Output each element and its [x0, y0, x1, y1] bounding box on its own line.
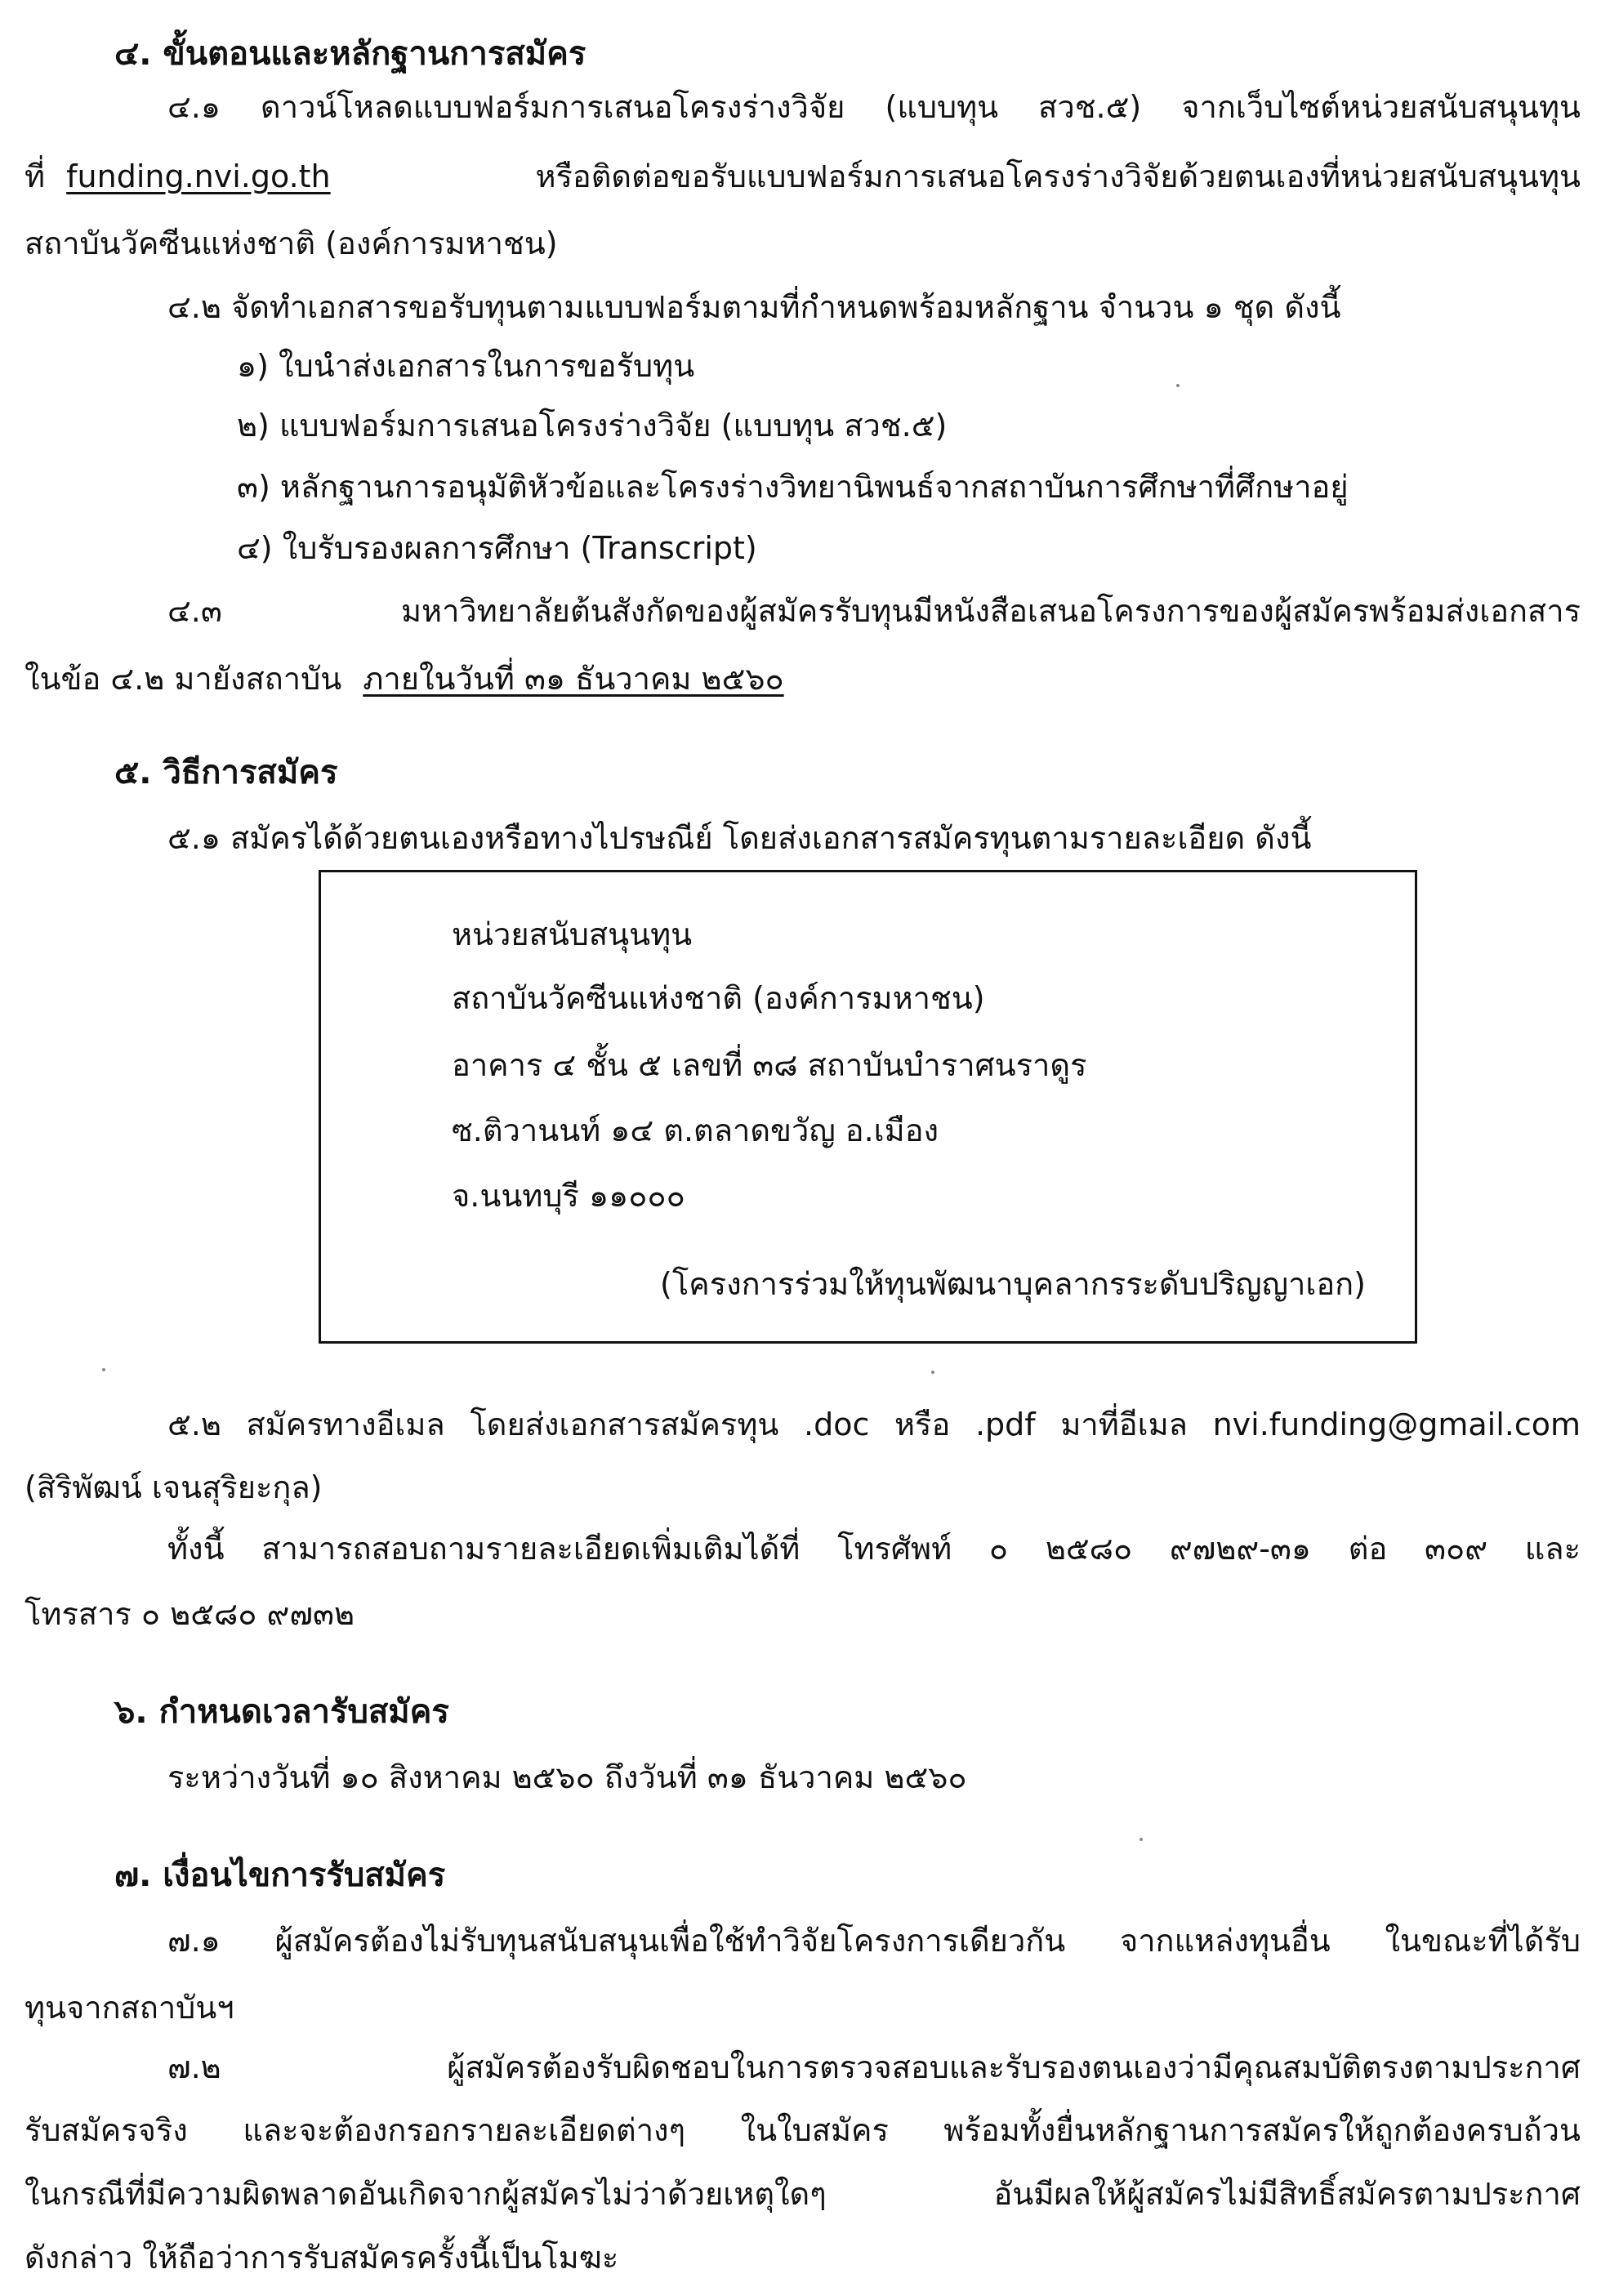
- list-item: ๓) หลักฐานการอนุมัติหัวข้อและโครงร่างวิทยานิพนธ์จากสถาบันการศึกษาที่ศึกษาอยู่: [237, 469, 1349, 505]
- list-item: ๒) แบบฟอร์มการเสนอโครงร่างวิจัย (แบบทุน สวช.๕): [237, 408, 948, 444]
- address-line: หน่วยสนับสนุนทุน: [452, 916, 693, 952]
- contact-line-2: โทรสาร ๐ ๒๕๘๐ ๙๗๓๒: [25, 1596, 355, 1632]
- list-item: ๑) ใบนำส่งเอกสารในการขอรับทุน: [237, 348, 695, 384]
- section-4-heading: ๔. ขั้นตอนและหลักฐานการสมัคร: [114, 35, 586, 73]
- para-4-3-line-2: [25, 658, 784, 700]
- section-5-heading: ๕. วิธีการสมัคร: [114, 754, 338, 791]
- para-7-1-line-1: ๗.๑ ผู้สมัครต้องไม่รับทุนสนับสนุนเพื่อใช้ทำวิจัยโครงการเดียวกัน จากแหล่งทุนอื่น ในขณะที่ได้รับ: [167, 1923, 1581, 1959]
- section-7-heading: ๗. เงื่อนไขการรับสมัคร: [114, 1857, 446, 1894]
- scan-speck: [1139, 1838, 1143, 1841]
- para-4-1-suffix: หรือติดต่อขอรับแบบฟอร์มการเสนอโครงร่างวิจัยด้วยตนเองที่หน่วยสนับสนุนทุน: [535, 158, 1581, 194]
- para-4-2: ๔.๒ จัดทำเอกสารขอรับทุนตามแบบฟอร์มตามที่กำหนดพร้อมหลักฐาน จำนวน ๑ ชุด ดังนี้: [167, 289, 1341, 325]
- deadline-text: ภายในวันที่ ๓๑ ธันวาคม ๒๕๖๐: [363, 661, 784, 697]
- section-6-heading: ๖. กำหนดเวลารับสมัคร: [114, 1693, 449, 1731]
- scan-speck: [102, 1368, 105, 1371]
- para-4-1-line-1: ๔.๑ ดาวน์โหลดแบบฟอร์มการเสนอโครงร่างวิจัย (แบบทุน สวช.๕) จากเว็บไซต์หน่วยสนับสนุนทุน: [167, 89, 1581, 125]
- para-7-2-line-4: ดังกล่าว ให้ถือว่าการรับสมัครครั้งนี้เป็นโมฆะ: [25, 2240, 619, 2276]
- address-line: ซ.ติวานนท์ ๑๔ ต.ตลาดขวัญ อ.เมือง: [452, 1112, 939, 1148]
- para-4-1-prefix: ที่: [25, 158, 46, 194]
- para-5-1: ๕.๑ สมัครได้ด้วยตนเองหรือทางไปรษณีย์ โดยส่งเอกสารสมัครทุนตามรายละเอียด ดังนี้: [167, 820, 1312, 856]
- para-5-2-line-2: (สิริพัฒน์ เจนสุริยะกุล): [25, 1469, 323, 1505]
- list-item: ๔) ใบรับรองผลการศึกษา (Transcript): [237, 530, 757, 566]
- para-5-2-line-1: ๕.๒ สมัครทางอีเมล โดยส่งเอกสารสมัครทุน .doc หรือ .pdf มาที่อีเมล nvi.funding@gmail.com: [167, 1407, 1581, 1442]
- address-line: จ.นนทบุรี ๑๑๐๐๐: [452, 1178, 685, 1214]
- address-line: อาคาร ๔ ชั้น ๕ เลขที่ ๓๘ สถาบันบำราศนราดูร: [452, 1047, 1087, 1083]
- para-7-2-line-1: ๗.๒ ผู้สมัครต้องรับผิดชอบในการตรวจสอบและรับรองตนเองว่ามีคุณสมบัติตรงตามประกาศ: [167, 2049, 1581, 2085]
- address-line: สถาบันวัคซีนแห่งชาติ (องค์การมหาชน): [452, 980, 985, 1016]
- scan-speck: [1176, 384, 1180, 387]
- contact-line-1: ทั้งนี้ สามารถสอบถามรายละเอียดเพิ่มเติมได้ที่ โทรศัพท์ ๐ ๒๕๘๐ ๙๗๒๙-๓๑ ต่อ ๓๐๙ และ: [167, 1531, 1581, 1567]
- scan-speck: [931, 1371, 934, 1374]
- para-7-1-line-2: ทุนจากสถาบันฯ: [25, 1990, 234, 2026]
- para-7-2-line-3: ในกรณีที่มีความผิดพลาดอันเกิดจากผู้สมัครไม่ว่าด้วยเหตุใดๆ อันมีผลให้ผู้สมัครไม่มีสิทธิ์สมัครตามประกาศ: [25, 2176, 1581, 2212]
- para-4-3-line-1: ๔.๓ มหาวิทยาลัยต้นสังกัดของผู้สมัครรับทุนมีหนังสือเสนอโครงการของผู้สมัครพร้อมส่งเอกสาร: [167, 593, 1581, 629]
- address-box: [319, 870, 1417, 1344]
- application-period: ระหว่างวันที่ ๑๐ สิงหาคม ๒๕๖๐ ถึงวันที่ ๓๑ ธันวาคม ๒๕๖๐: [167, 1759, 967, 1795]
- para-4-3-prefix: ในข้อ ๔.๒ มายังสถาบัน: [25, 661, 342, 697]
- para-4-1-line-2: [25, 155, 1581, 198]
- funding-website-link[interactable]: funding.nvi.go.th: [66, 158, 331, 194]
- para-4-1-line-3: สถาบันวัคซีนแห่งชาติ (องค์การมหาชน): [25, 225, 558, 261]
- box-note: (โครงการร่วมให้ทุนพัฒนาบุคลากรระดับปริญญาเอก): [660, 1266, 1366, 1302]
- para-7-2-line-2: รับสมัครจริง และจะต้องกรอกรายละเอียดต่างๆ ในใบสมัคร พร้อมทั้งยื่นหลักฐานการสมัครให้ถูกต้องครบถ้วน: [25, 2112, 1581, 2148]
